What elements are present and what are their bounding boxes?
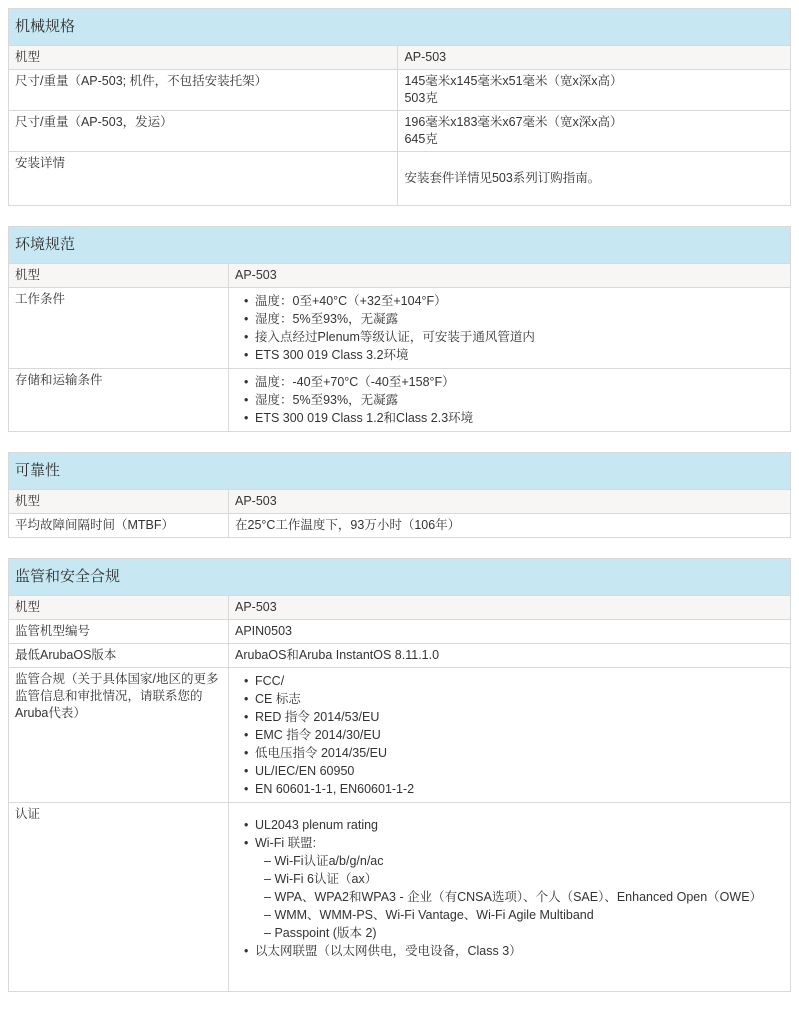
value-line: AP-503: [235, 494, 277, 508]
bullet-item: • 温度：-40至+70°C（-40至+158°F）: [255, 373, 784, 391]
bullet-item: • ETS 300 019 Class 3.2环境: [255, 346, 784, 364]
table-row: [9, 596, 790, 620]
row-label: 机型: [9, 264, 229, 288]
row-label: 尺寸/重量（AP-503，发运）: [9, 111, 398, 152]
table-row: [9, 803, 790, 992]
row-value: [229, 264, 791, 288]
row-label: 监管机型编号: [9, 620, 229, 644]
spec-grid: [9, 263, 790, 431]
row-value: [229, 490, 791, 514]
sub-item: – Wi-Fi认证a/b/g/n/ac: [264, 852, 784, 870]
table-row: [9, 70, 790, 111]
table-row: [9, 264, 790, 288]
row-value: [229, 644, 791, 668]
bullet-list: [235, 373, 784, 427]
row-label: 平均故障间隔时间（MTBF）: [9, 514, 229, 538]
value-line: APIN0503: [235, 624, 292, 638]
value-line: 在25°C工作温度下，93万小时（106年）: [235, 518, 461, 532]
spec-document: [8, 8, 791, 992]
bullet-text: 以太网联盟（以太网供电，受电设备，Class 3）: [255, 944, 522, 958]
bullet-item: • 温度：0至+40°C（+32至+104°F）: [255, 292, 784, 310]
spec-table: [8, 558, 791, 992]
value-line: 645克: [404, 132, 438, 146]
sub-item: – Passpoint (版本 2): [264, 924, 784, 942]
bullet-item: • EMC 指令 2014/30/EU: [255, 726, 784, 744]
sub-list: [255, 852, 784, 942]
table-title: 环境规范: [9, 227, 790, 263]
spec-grid: [9, 595, 790, 991]
bullet-item: [255, 834, 784, 942]
value-line: 503克: [404, 91, 438, 105]
sub-item: – Wi-Fi 6认证（ax）: [264, 870, 784, 888]
table-row: [9, 369, 790, 432]
row-value: [229, 369, 791, 432]
bullet-list: [235, 292, 784, 364]
row-value: [398, 152, 790, 206]
row-label: 机型: [9, 490, 229, 514]
row-label: 安装详情: [9, 152, 398, 206]
row-label: 尺寸/重量（AP-503; 机件，不包括安装托架）: [9, 70, 398, 111]
bullet-item: • 湿度：5%至93%，无凝露: [255, 391, 784, 409]
page: [8, 8, 791, 992]
row-value: [398, 46, 790, 70]
table-title: 机械规格: [9, 9, 790, 45]
row-label: 机型: [9, 46, 398, 70]
bullet-item: • 接入点经过Plenum等级认证，可安装于通风管道内: [255, 328, 784, 346]
spec-table: [8, 8, 791, 206]
table-row: [9, 152, 790, 206]
row-label: 认证: [9, 803, 229, 992]
table-row: [9, 668, 790, 803]
sub-item: – WMM、WMM-PS、Wi-Fi Vantage、Wi-Fi Agile Multiband: [264, 906, 784, 924]
spec-table: [8, 226, 791, 432]
row-label: 机型: [9, 596, 229, 620]
row-label: 存储和运输条件: [9, 369, 229, 432]
value-line: 196毫米x183毫米x67毫米（宽x深x高）: [404, 115, 623, 129]
bullet-list: [235, 816, 784, 960]
value-line: AP-503: [404, 50, 447, 64]
bullet-text: Wi-Fi 联盟:: [255, 836, 317, 850]
table-row: [9, 644, 790, 668]
spec-table: [8, 452, 791, 538]
bullet-list: [235, 672, 784, 798]
row-value: [229, 803, 791, 992]
value-line: ArubaOS和Aruba InstantOS 8.11.1.0: [235, 648, 440, 662]
value-line: AP-503: [235, 600, 277, 614]
table-title: 监管和安全合规: [9, 559, 790, 595]
bullet-text: UL2043 plenum rating: [255, 818, 378, 832]
bullet-item: • EN 60601-1-1, EN60601-1-2: [255, 780, 784, 798]
row-value: [229, 668, 791, 803]
table-title: 可靠性: [9, 453, 790, 489]
row-label: 监管合规（关于具体国家/地区的更多监管信息和审批情况，请联系您的Aruba代表）: [9, 668, 229, 803]
row-value: [229, 514, 791, 538]
value-line: AP-503: [235, 268, 277, 282]
table-row: [9, 490, 790, 514]
table-row: [9, 288, 790, 369]
spec-grid: [9, 489, 790, 537]
bullet-item: • UL/IEC/EN 60950: [255, 762, 784, 780]
row-value: [398, 70, 790, 111]
bullet-item: [255, 816, 784, 834]
table-row: [9, 111, 790, 152]
bullet-item: • RED 指令 2014/53/EU: [255, 708, 784, 726]
row-value: [229, 288, 791, 369]
row-value: [398, 111, 790, 152]
row-label: 工作条件: [9, 288, 229, 369]
bullet-item: • 低电压指令 2014/35/EU: [255, 744, 784, 762]
bullet-item: • 湿度：5%至93%，无凝露: [255, 310, 784, 328]
table-row: [9, 620, 790, 644]
table-row: [9, 514, 790, 538]
sub-item: – WPA、WPA2和WPA3 - 企业（有CNSA选项）、个人（SAE）、Enhanced Open（OWE）: [264, 888, 784, 906]
row-label: 最低ArubaOS版本: [9, 644, 229, 668]
table-row: [9, 46, 790, 70]
value-paragraph: 安装套件详情见503系列订购指南。: [404, 171, 601, 185]
spec-grid: [9, 45, 790, 205]
bullet-item: [255, 942, 784, 960]
bullet-item: • FCC/: [255, 672, 784, 690]
bullet-item: • CE 标志: [255, 690, 784, 708]
value-line: 145毫米x145毫米x51毫米（宽x深x高）: [404, 74, 623, 88]
row-value: [229, 596, 791, 620]
bullet-item: • ETS 300 019 Class 1.2和Class 2.3环境: [255, 409, 784, 427]
row-value: [229, 620, 791, 644]
